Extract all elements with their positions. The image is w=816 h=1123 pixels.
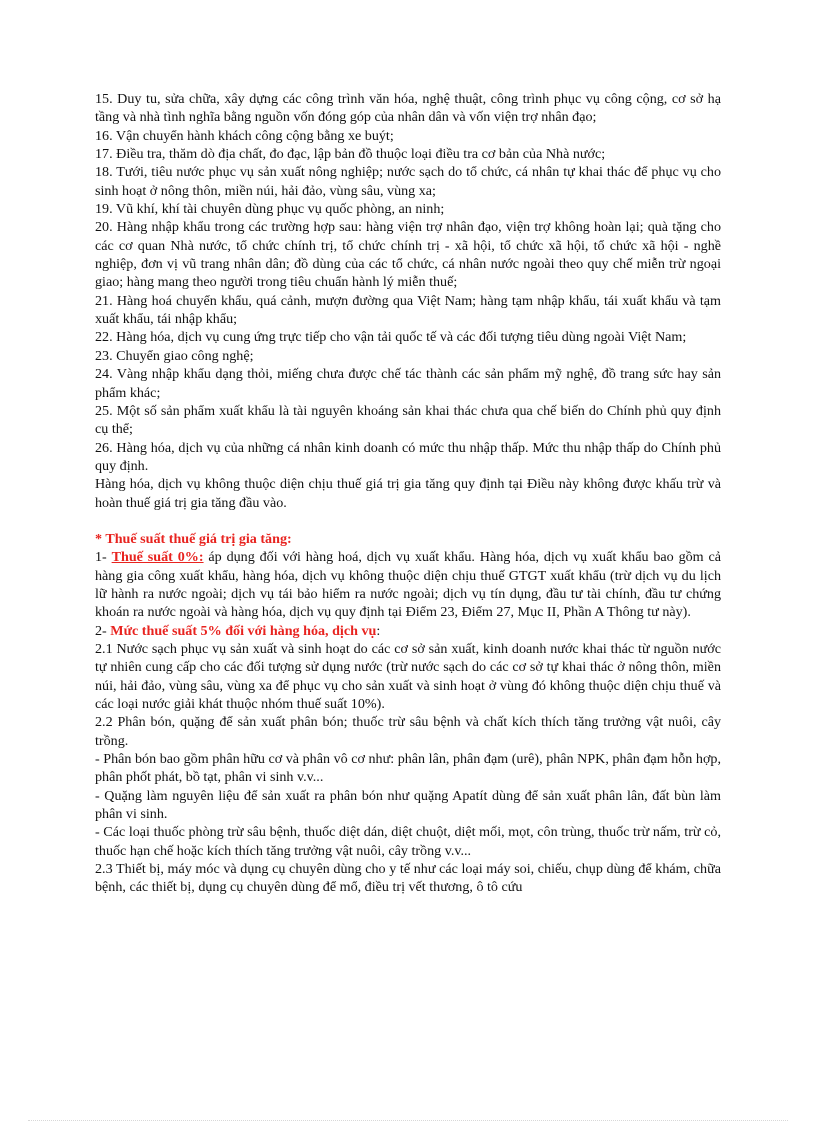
list-item-17: 17. Điều tra, thăm dò địa chất, đo đạc, lập bản đồ thuộc loại điều tra cơ bản của Nhà nước;	[95, 146, 606, 163]
fertilizer-bullet: - Phân bón bao gồm phân hữu cơ và phân vô cơ như: phân lân, phân đạm (urê), phân NPK, phân đạm hỗn hợp, phân phốt phát, bồ tạt, phân vi sinh v.v...	[95, 751, 721, 786]
list-item-22: 22. Hàng hóa, dịch vụ cung ứng trực tiếp cho vận tải quốc tế và các đối tượng tiêu dùng ngoài Việt Nam;	[95, 329, 687, 346]
rate-five-label: Mức thuế suất 5% đối với hàng hóa, dịch vụ	[110, 622, 377, 639]
list-item-23: 23. Chuyển giao công nghệ;	[95, 347, 254, 364]
pesticide-bullet: - Các loại thuốc phòng trừ sâu bệnh, thuốc diệt dán, diệt chuột, diệt mối, mọt, côn trùng, thuốc trừ nấm, trừ cỏ, thuốc hạn chế hoặc kích thích tăng trưởng vật nuôi, cây trồng v.v...	[95, 824, 721, 859]
paragraph-2-3: 2.3 Thiết bị, máy móc và dụng cụ chuyên dùng cho y tế như các loại máy soi, chiếu, chụp dùng để khám, chữa bệnh, các thiết bị, dụng cụ chuyên dùng để mổ, điều trị vết thương, ô tô cứu	[95, 861, 721, 896]
ore-bullet: - Quặng làm nguyên liệu để sản xuất ra phân bón như quặng Apatít dùng để sản xuất phân lân, đất bùn làm phân vi sinh.	[95, 787, 721, 823]
section-spacer	[95, 512, 721, 530]
list-item-20: 20. Hàng nhập khẩu trong các trường hợp sau: hàng viện trợ nhân đạo, viện trợ không hoàn lại; quà tặng cho các cơ quan Nhà nước, tổ chức chính trị, tổ chức chính trị - xã hội, tổ chức xã hội, tổ chức xã hội - nghề nghiệp, đơn vị vũ trang nhân dân; đồ dùng của các tổ chức, cá nhân nước ngoài theo quy chế miễn trừ ngoại giao; hàng mang theo người trong tiêu chuẩn hành lý miễn thuế;	[95, 219, 721, 291]
rate-zero-paragraph	[95, 548, 721, 621]
list-item-16: 16. Vận chuyển hành khách công cộng bằng xe buýt;	[95, 127, 394, 144]
rate-zero-text: áp dụng đối với hàng hoá, dịch vụ xuất khẩu. Hàng hóa, dịch vụ xuất khẩu bao gồm cả hàng gia công xuất khẩu, hàng hóa, dịch vụ không thuộc diện chịu thuế GTGT xuất khẩu (trừ dịch vụ du lịch lữ hành ra nước ngoài; dịch vụ tái bảo hiểm ra nước ngoài; dịch vụ tín dụng, đầu tư tài chính, đầu tư chứng khoán ra nước ngoài và hàng hóa, dịch vụ quy định tại Điểm 23, Điểm 27, Mục II, Phần A Thông tư này).	[95, 549, 721, 621]
closing-note: Hàng hóa, dịch vụ không thuộc diện chịu thuế giá trị gia tăng quy định tại Điều này không được khấu trừ và hoàn thuế giá trị gia tăng đầu vào.	[95, 476, 721, 511]
page-bottom-rule	[28, 1120, 788, 1121]
rate-five-suffix: :	[376, 622, 381, 639]
list-item-21: 21. Hàng hoá chuyển khẩu, quá cảnh, mượn đường qua Việt Nam; hàng tạm nhập khẩu, tái xuất khẩu và tạm xuất khẩu, tái nhập khẩu;	[95, 292, 721, 328]
list-item-18: 18. Tưới, tiêu nước phục vụ sản xuất nông nghiệp; nước sạch do tổ chức, cá nhân tự khai thác để phục vụ cho sinh hoạt ở nông thôn, miền núi, hải đảo, vùng sâu, vùng xa;	[95, 164, 721, 199]
rate-zero-prefix: 1-	[95, 549, 112, 566]
list-item-15: 15. Duy tu, sửa chữa, xây dựng các công trình văn hóa, nghệ thuật, công trình phục vụ công cộng, cơ sở hạ tầng và nhà tình nghĩa bằng nguồn vốn đóng góp của nhân dân và vốn viện trợ nhân đạo;	[95, 91, 721, 126]
list-item-24: 24. Vàng nhập khẩu dạng thỏi, miếng chưa được chế tác thành các sản phẩm mỹ nghệ, đồ trang sức hay sản phẩm khác;	[95, 366, 721, 401]
paragraph-2-1: 2.1 Nước sạch phục vụ sản xuất và sinh hoạt do các cơ sở sản xuất, kinh doanh nước khai thác từ nguồn nước tự nhiên cung cấp cho các đối tượng sử dụng nước (trừ nước sạch do các cơ sở tự khai thác ở nông thôn, miền núi, hải đảo, vùng sâu, vùng xa để phục vụ cho sản xuất và sinh hoạt ở vùng đó không thuộc diện chịu thuế và các loại nước giải khát thuộc nhóm thuế suất 10%).	[95, 640, 721, 712]
rate-five-heading	[95, 622, 721, 640]
paragraph-2-2: 2.2 Phân bón, quặng để sản xuất phân bón; thuốc trừ sâu bệnh và chất kích thích tăng trưởng vật nuôi, cây trồng.	[95, 714, 721, 749]
document-page	[95, 90, 721, 897]
list-item-19: 19. Vũ khí, khí tài chuyên dùng phục vụ quốc phòng, an ninh;	[95, 201, 445, 218]
list-item-26: 26. Hàng hóa, dịch vụ của những cá nhân kinh doanh có mức thu nhập thấp. Mức thu nhập thấp do Chính phủ quy định.	[95, 439, 721, 474]
rate-zero-label: Thuế suất 0%:	[111, 549, 204, 566]
vat-rate-heading: * Thuế suất thuế giá trị gia tăng:	[95, 530, 292, 547]
list-item-25: 25. Một số sản phẩm xuất khẩu là tài nguyên khoáng sản khai thác chưa qua chế biến do Chính phủ quy định cụ thể;	[95, 402, 721, 438]
rate-five-prefix: 2-	[95, 622, 111, 639]
